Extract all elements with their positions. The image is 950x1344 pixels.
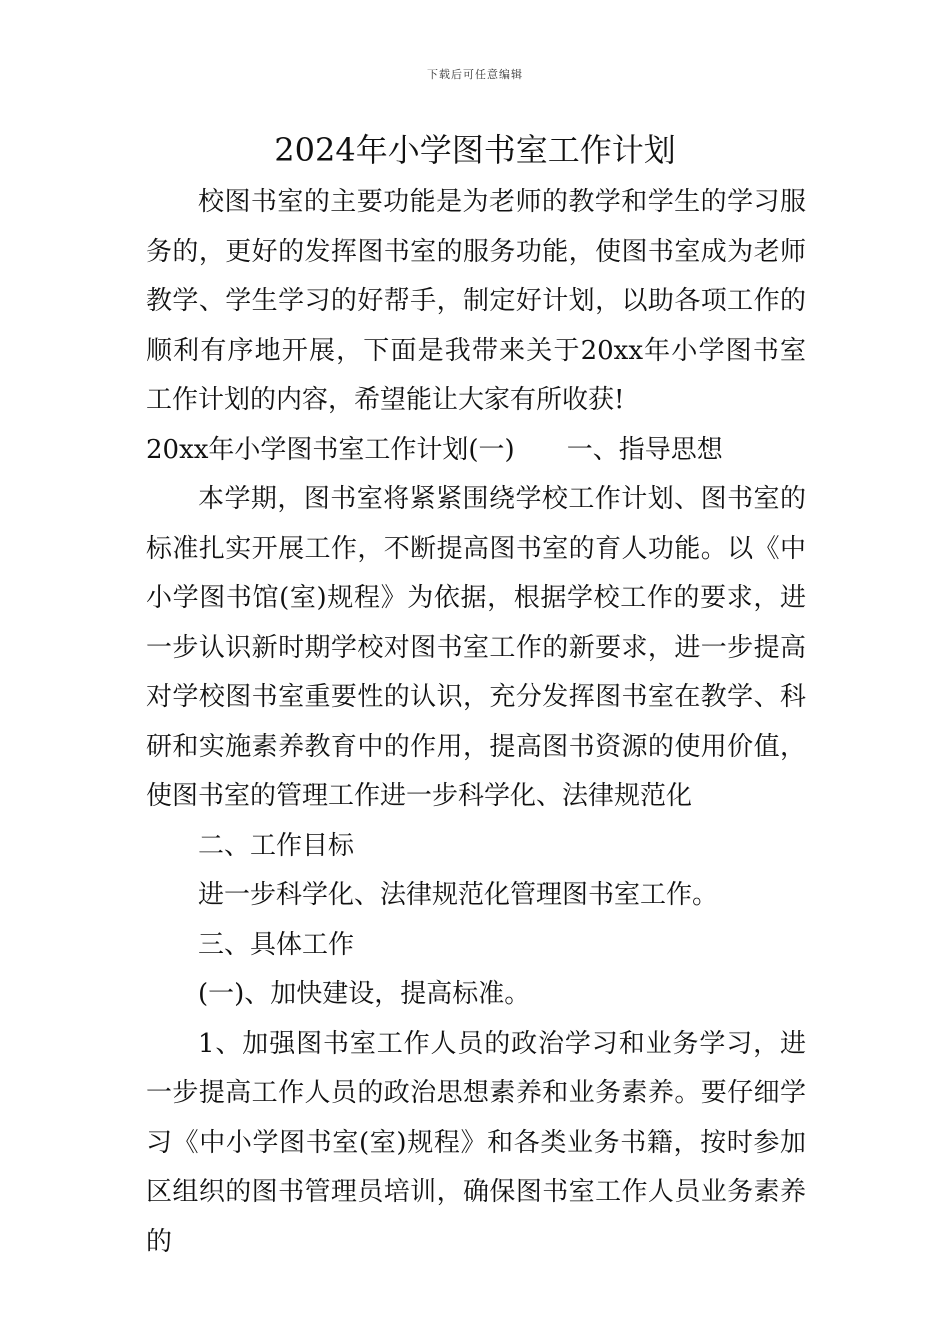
item-1-paragraph: 1、加强图书室工作人员的政治学习和业务学习，进一步提高工作人员的政治思想素养和业务素养。要仔细学习《中小学图书室(室)规程》和各类业务书籍，按时参加区组织的图书管理员培训，确保图书室工作人员业务素养的 (146, 1028, 806, 1257)
guiding-thought-paragraph: 本学期，图书室将紧紧围绕学校工作计划、图书室的标准扎实开展工作，不断提高图书室的育人功能。以《中小学图书馆(室)规程》为依据，根据学校工作的要求，进一步认识新时期学校对图书室工作的新要求，进一步提高对学校图书室重要性的认识，充分发挥图书室在教学、科研和实施素养教育中的作用，提高图书资源的使用价值，使图书室的管理工作进一步科学化、法律规范化 (146, 484, 806, 811)
subheading-1: (一)、加快建设，提高标准。 (198, 979, 531, 1009)
goal-heading: 二、工作目标 (198, 830, 355, 861)
header-note: 下载后可任意编辑 (427, 68, 523, 81)
document-body (146, 178, 806, 1267)
document-title: 2024年小学图书室工作计划 (274, 131, 676, 169)
intro-paragraph: 校图书室的主要功能是为老师的教学和学生的学习服务的，更好的发挥图书室的服务功能，使图书室成为老师教学、学生学习的好帮手，制定好计划，以助各项工作的顺利有序地开展，下面是我带来关于20xx年小学图书室工作计划的内容，希望能让大家有所收获! (146, 187, 806, 415)
tasks-heading: 三、具体工作 (198, 929, 355, 960)
plan-title: 20xx年小学图书室工作计划(一) (146, 434, 515, 465)
guiding-thought-heading: 一、指导思想 (566, 434, 723, 465)
goal-paragraph: 进一步科学化、法律规范化管理图书室工作。 (198, 880, 719, 910)
section-heading (146, 426, 806, 476)
